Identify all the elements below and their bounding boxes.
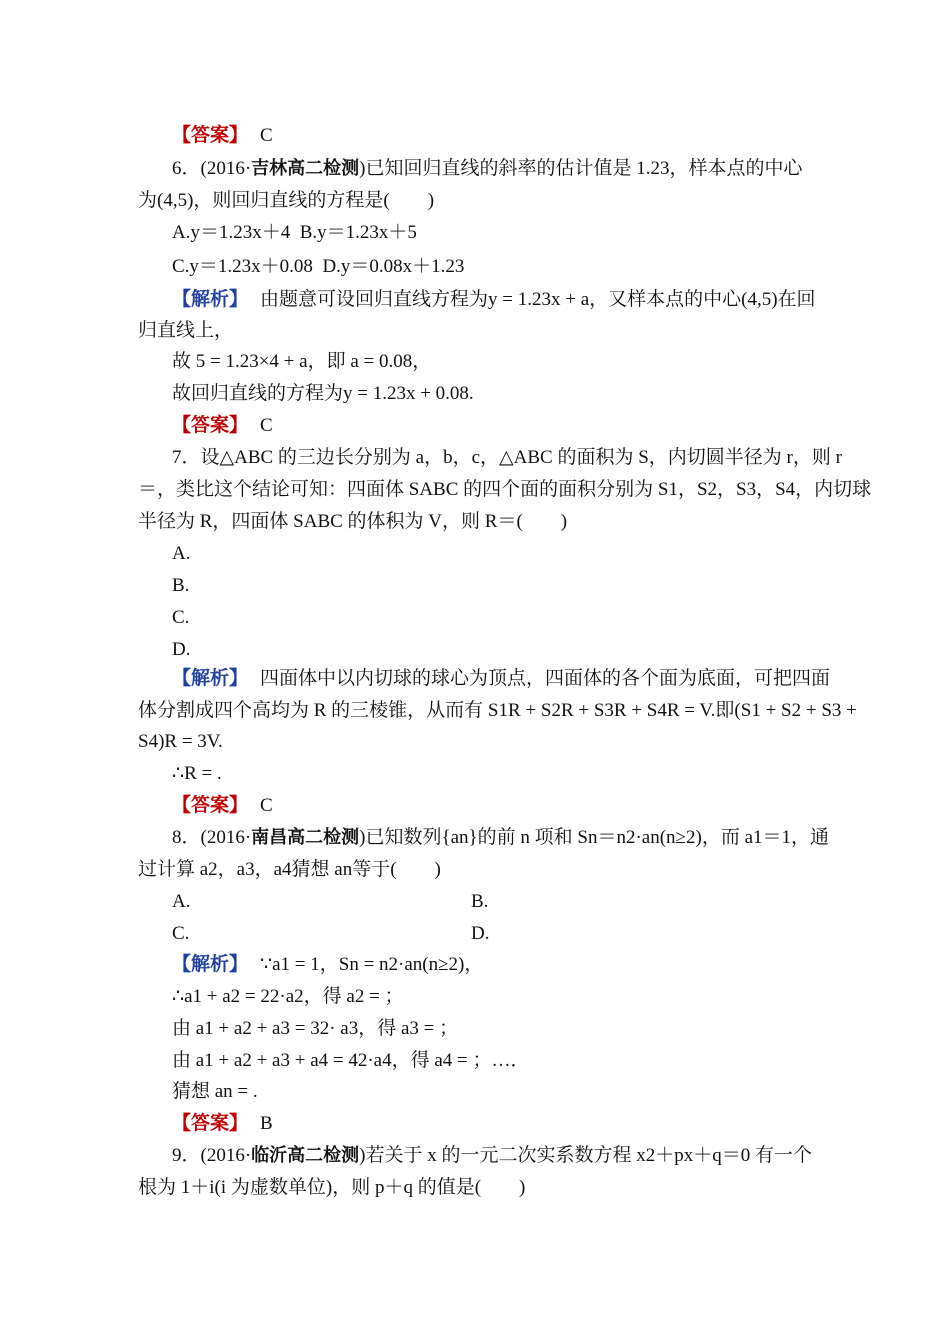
q8-analysis-line2: ∴a1 + a2 = 22·a2，得 a2 = ； [172, 986, 404, 1007]
q7-option-d: D. [172, 639, 191, 660]
q7-stem-line1: 7．设△ABC 的三边长分别为 a，b，c，△ABC 的面积为 S，内切圆半径为 r，则 r [172, 447, 842, 468]
q7-answer-line [172, 793, 273, 819]
q8-options-ab [172, 889, 190, 915]
q6-options-cd [172, 254, 464, 280]
q7-stem-line2: ＝，类比这个结论可知：四面体 SABC 的四个面的面积分别为 S1，S2，S3，S4，内切球 [138, 479, 872, 500]
q9-stem-line1: 9．(2016·临沂高二检测)若关于 x 的一元二次实系数方程 x2＋px＋q＝0 有一个 [172, 1145, 812, 1166]
q8-analysis-line4: 由 a1 + a2 + a3 + a4 = 42·a4，得 a4 = ；…． [172, 1050, 530, 1071]
analysis-tag: 【解析】 [172, 289, 249, 310]
q8-analysis-line5: 猜想 an = . [172, 1081, 258, 1102]
q7-stem-line3: 半径为 R，四面体 SABC 的体积为 V，则 R＝( ) [138, 511, 568, 532]
q7-analysis-line3: S4)R = 3V. [138, 731, 223, 752]
analysis-tag: 【解析】 [172, 668, 249, 689]
q6-source: 吉林高二检测 [251, 158, 360, 179]
q7-analysis-line4: ∴R = . [172, 763, 222, 784]
q6-options-ab [172, 220, 417, 246]
analysis-tag: 【解析】 [172, 954, 249, 975]
answer-value: C [260, 415, 273, 436]
q8-source: 南昌高二检测 [251, 827, 360, 848]
answer-value: B [260, 1113, 273, 1134]
q7-analysis-line1: 【解析】 四面体中以内切球的球心为顶点，四面体的各个面为底面，可把四面 [172, 668, 831, 689]
answer-tag: 【答案】 [172, 1113, 249, 1134]
q6-option-b: B.y＝1.23x＋5 [299, 222, 417, 243]
q8-option-a: A. [172, 891, 191, 912]
q6-option-a: A.y＝1.23x＋4 [172, 222, 291, 243]
q6-analysis-line4: 故回归直线的方程为y = 1.23x + 0.08. [172, 383, 474, 404]
answer-value: C [260, 795, 273, 816]
q6-analysis-line2: 归直线上， [138, 320, 234, 341]
answer-value: C [260, 125, 273, 146]
q6-option-c: C.y＝1.23x＋0.08 [172, 256, 313, 277]
q8-answer-line [172, 1111, 273, 1137]
q8-stem-line1: 8．(2016·南昌高二检测)已知数列{an}的前 n 项和 Sn＝n2·an(n≥2)，而 a1＝1，通 [172, 827, 829, 848]
answer-tag: 【答案】 [172, 125, 249, 146]
q8-analysis-line3: 由 a1 + a2 + a3 = 32· a3，得 a3 = ； [172, 1018, 459, 1039]
q8-option-c: C. [172, 923, 190, 944]
q8-stem-line2: 过计算 a2，a3，a4猜想 an等于( ) [138, 859, 441, 880]
answer-tag: 【答案】 [172, 795, 249, 816]
q9-stem-line2: 根为 1＋i(i 为虚数单位)，则 p＋q 的值是( ) [138, 1177, 526, 1198]
q6-option-d: D.y＝0.08x＋1.23 [322, 256, 465, 277]
answer-tag: 【答案】 [172, 415, 249, 436]
q7-option-c: C. [172, 607, 190, 628]
q8-analysis-line1: 【解析】 ∵a1 = 1，Sn = n2·an(n≥2)， [172, 954, 484, 975]
q8-option-b: B. [471, 891, 489, 912]
q8-option-d: D. [471, 923, 490, 944]
q6-answer-line [172, 413, 273, 439]
q7-option-b: B. [172, 575, 190, 596]
q7-option-a: A. [172, 543, 191, 564]
q7-analysis-line2: 体分割成四个高均为 R 的三棱锥，从而有 S1R + S2R + S3R + S4R = V.即(S1 + S2 + S3 + [138, 700, 857, 721]
q6-stem-line1: 6．(2016·吉林高二检测)已知回归直线的斜率的估计值是 1.23，样本点的中心 [172, 158, 803, 179]
q6-analysis-line1: 【解析】 由题意可设回归直线方程为y = 1.23x + a，又样本点的中心(4,5)在回 [172, 289, 816, 310]
q9-source: 临沂高二检测 [251, 1145, 360, 1166]
q6-stem-line2: 为(4,5)，则回归直线的方程是( ) [138, 190, 435, 211]
q6-analysis-line3: 故 5 = 1.23×4 + a，即 a = 0.08， [172, 351, 432, 372]
q5-answer-line [172, 123, 273, 149]
